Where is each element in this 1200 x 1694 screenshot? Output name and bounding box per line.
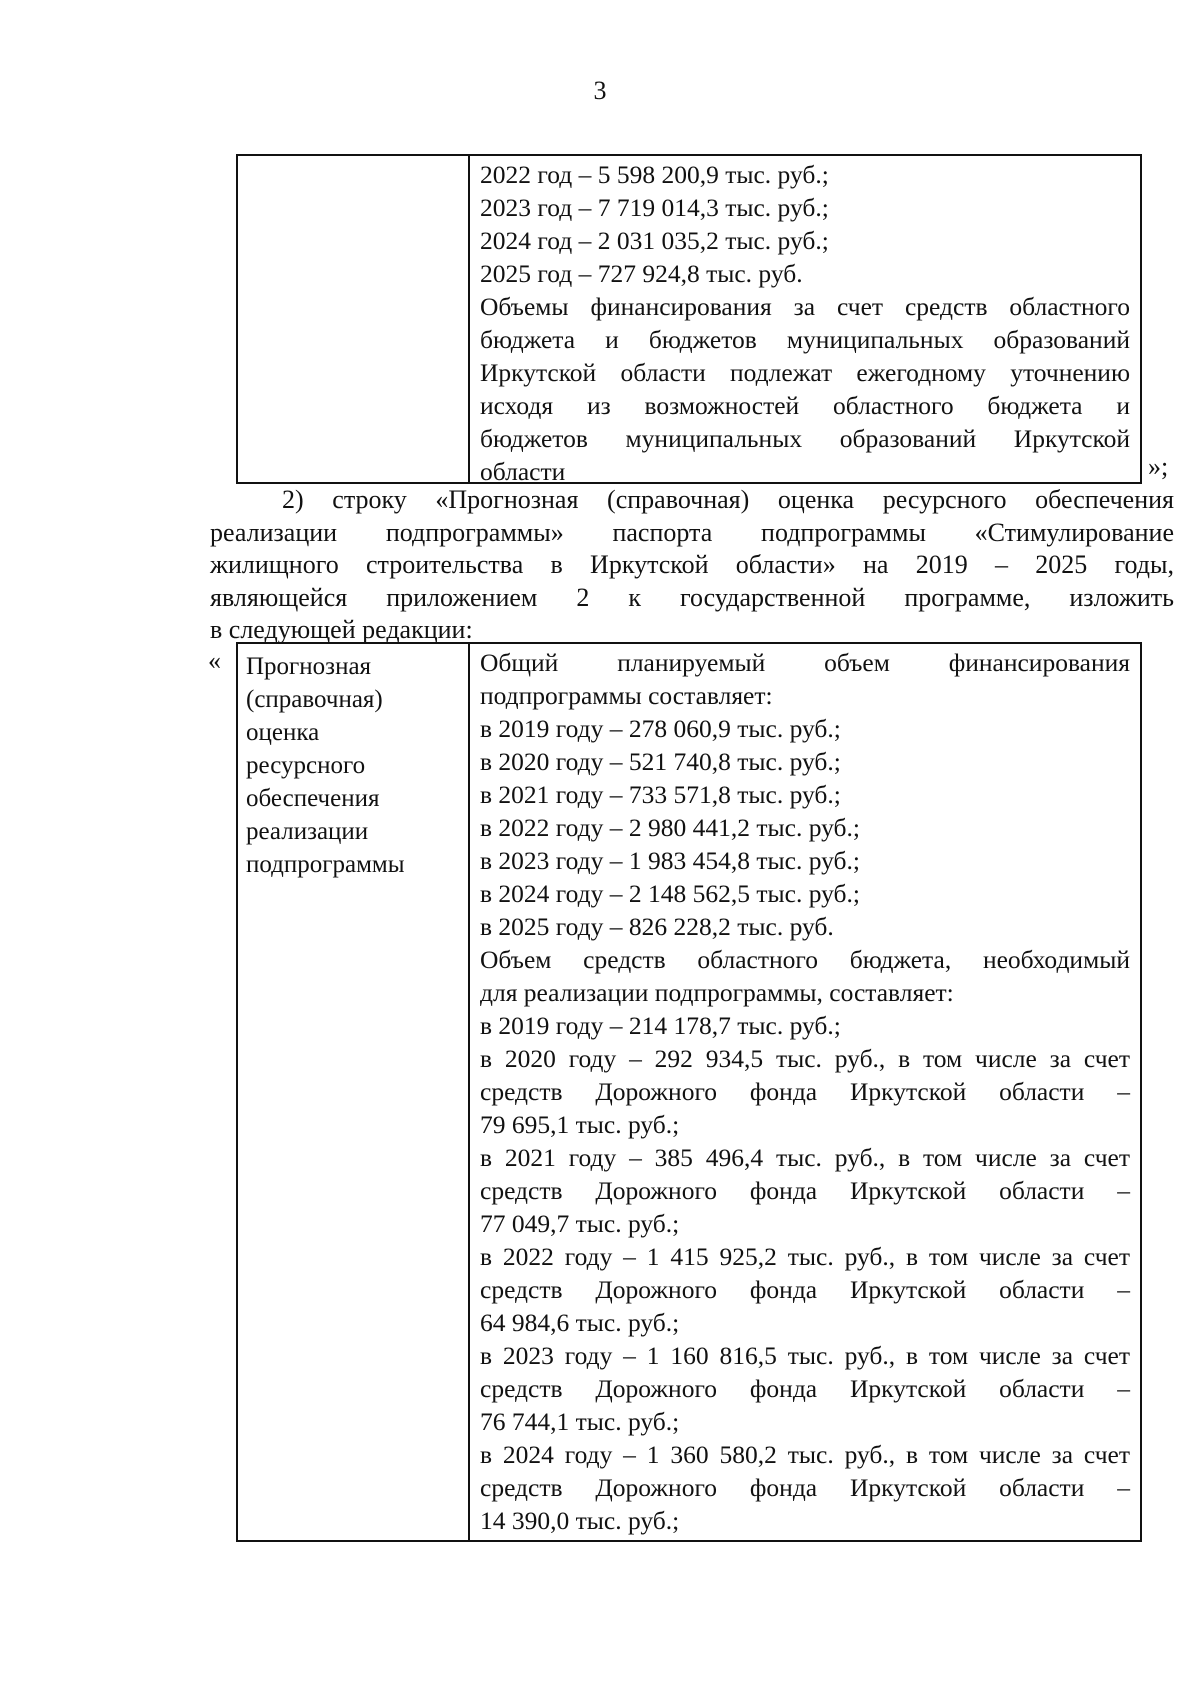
table2-right-cell [470,644,1140,1540]
funding-text-line: в 2022 году – 2 980 441,2 тыс. руб.; [480,813,860,842]
funding-text-line: 79 695,1 тыс. руб.; [480,1110,680,1139]
table1-right-cell [470,156,1140,486]
closing-quote: »; [1148,452,1169,481]
funding-text-line: в 2019 году – 278 060,9 тыс. руб.; [480,714,841,743]
note-line: Объемы финансирования за счет средств областного [480,292,1130,321]
page-number: 3 [593,76,607,105]
funding-text-line: средств Дорожного фонда Иркутской области – [480,1374,1130,1403]
table1-left-cell [238,156,470,482]
funding-text-line: в 2025 году – 826 228,2 тыс. руб. [480,912,834,941]
funding-text-line: в 2021 году – 385 496,4 тыс. руб., в том числе за счет [480,1143,1130,1172]
funding-text-line: в 2023 году – 1 983 454,8 тыс. руб.; [480,846,860,875]
note-line: Иркутской области подлежат ежегодному уточнению [480,358,1130,387]
funding-text-line: 77 049,7 тыс. руб.; [480,1209,680,1238]
note-line: исходя из возможностей областного бюджета и [480,391,1130,420]
funding-line-2022: 2022 год – 5 598 200,9 тыс. руб.; [480,160,829,189]
funding-text-line: в 2020 году – 521 740,8 тыс. руб.; [480,747,841,776]
note-line: бюджетов муниципальных образований Иркутской [480,424,1130,453]
paragraph-line: реализации подпрограммы» паспорта подпрограммы «Стимулирование [210,517,1174,547]
note-line: бюджета и бюджетов муниципальных образований [480,325,1130,354]
funding-text-line: в 2024 году – 1 360 580,2 тыс. руб., в том числе за счет [480,1440,1130,1469]
funding-text-line: 14 390,0 тыс. руб.; [480,1506,680,1535]
funding-text-line: в 2019 году – 214 178,7 тыс. руб.; [480,1011,841,1040]
funding-text-line: подпрограммы составляет: [480,681,773,710]
funding-line-2025: 2025 год – 727 924,8 тыс. руб. [480,259,803,288]
opening-quote: « [208,646,221,675]
funding-text-line: в 2020 году – 292 934,5 тыс. руб., в том числе за счет [480,1044,1130,1073]
funding-text-line: в 2022 году – 1 415 925,2 тыс. руб., в том числе за счет [480,1242,1130,1271]
funding-text-line: средств Дорожного фонда Иркутской области – [480,1077,1130,1106]
row-heading-line: Прогнозная [246,653,372,680]
paragraph-line: в следующей редакции: [210,615,473,644]
row-heading-line: оценка [246,719,320,746]
funding-text-line: Общий планируемый объем финансирования [480,648,1130,677]
note-line-last: области [480,457,566,486]
funding-text-line: средств Дорожного фонда Иркутской области – [480,1275,1130,1304]
subprogram-funding-table [236,642,1142,1542]
funding-text-line: в 2024 году – 2 148 562,5 тыс. руб.; [480,879,860,908]
funding-text-line: средств Дорожного фонда Иркутской области – [480,1473,1130,1502]
amendment-paragraph [210,484,1174,647]
funding-text-line: в 2023 году – 1 160 816,5 тыс. руб., в том числе за счет [480,1341,1130,1370]
row-heading-line: обеспечения [246,785,380,812]
funding-table-continuation [236,154,1142,484]
funding-text-line: средств Дорожного фонда Иркутской области – [480,1176,1130,1205]
funding-line-2024: 2024 год – 2 031 035,2 тыс. руб.; [480,226,829,255]
paragraph-line: являющейся приложением 2 к государственной программе, изложить [210,582,1174,612]
funding-text-line: 76 744,1 тыс. руб.; [480,1407,680,1436]
row-heading-line: реализации [246,818,369,845]
funding-text-line: Объем средств областного бюджета, необходимый [480,945,1130,974]
table2-left-cell [238,644,470,1540]
paragraph-line: 2) строку «Прогнозная (справочная) оценка ресурсного обеспечения [282,485,1174,514]
funding-text-line: 64 984,6 тыс. руб.; [480,1308,680,1337]
funding-text-line: для реализации подпрограммы, составляет: [480,978,954,1007]
funding-text-line: в 2021 году – 733 571,8 тыс. руб.; [480,780,841,809]
row-heading-line: (справочная) [246,686,383,713]
paragraph-line: жилищного строительства в Иркутской области» на 2019 – 2025 годы, [210,550,1174,579]
row-heading-line: подпрограммы [246,851,405,878]
row-heading-line: ресурсного [246,752,366,779]
funding-line-2023: 2023 год – 7 719 014,3 тыс. руб.; [480,193,829,222]
